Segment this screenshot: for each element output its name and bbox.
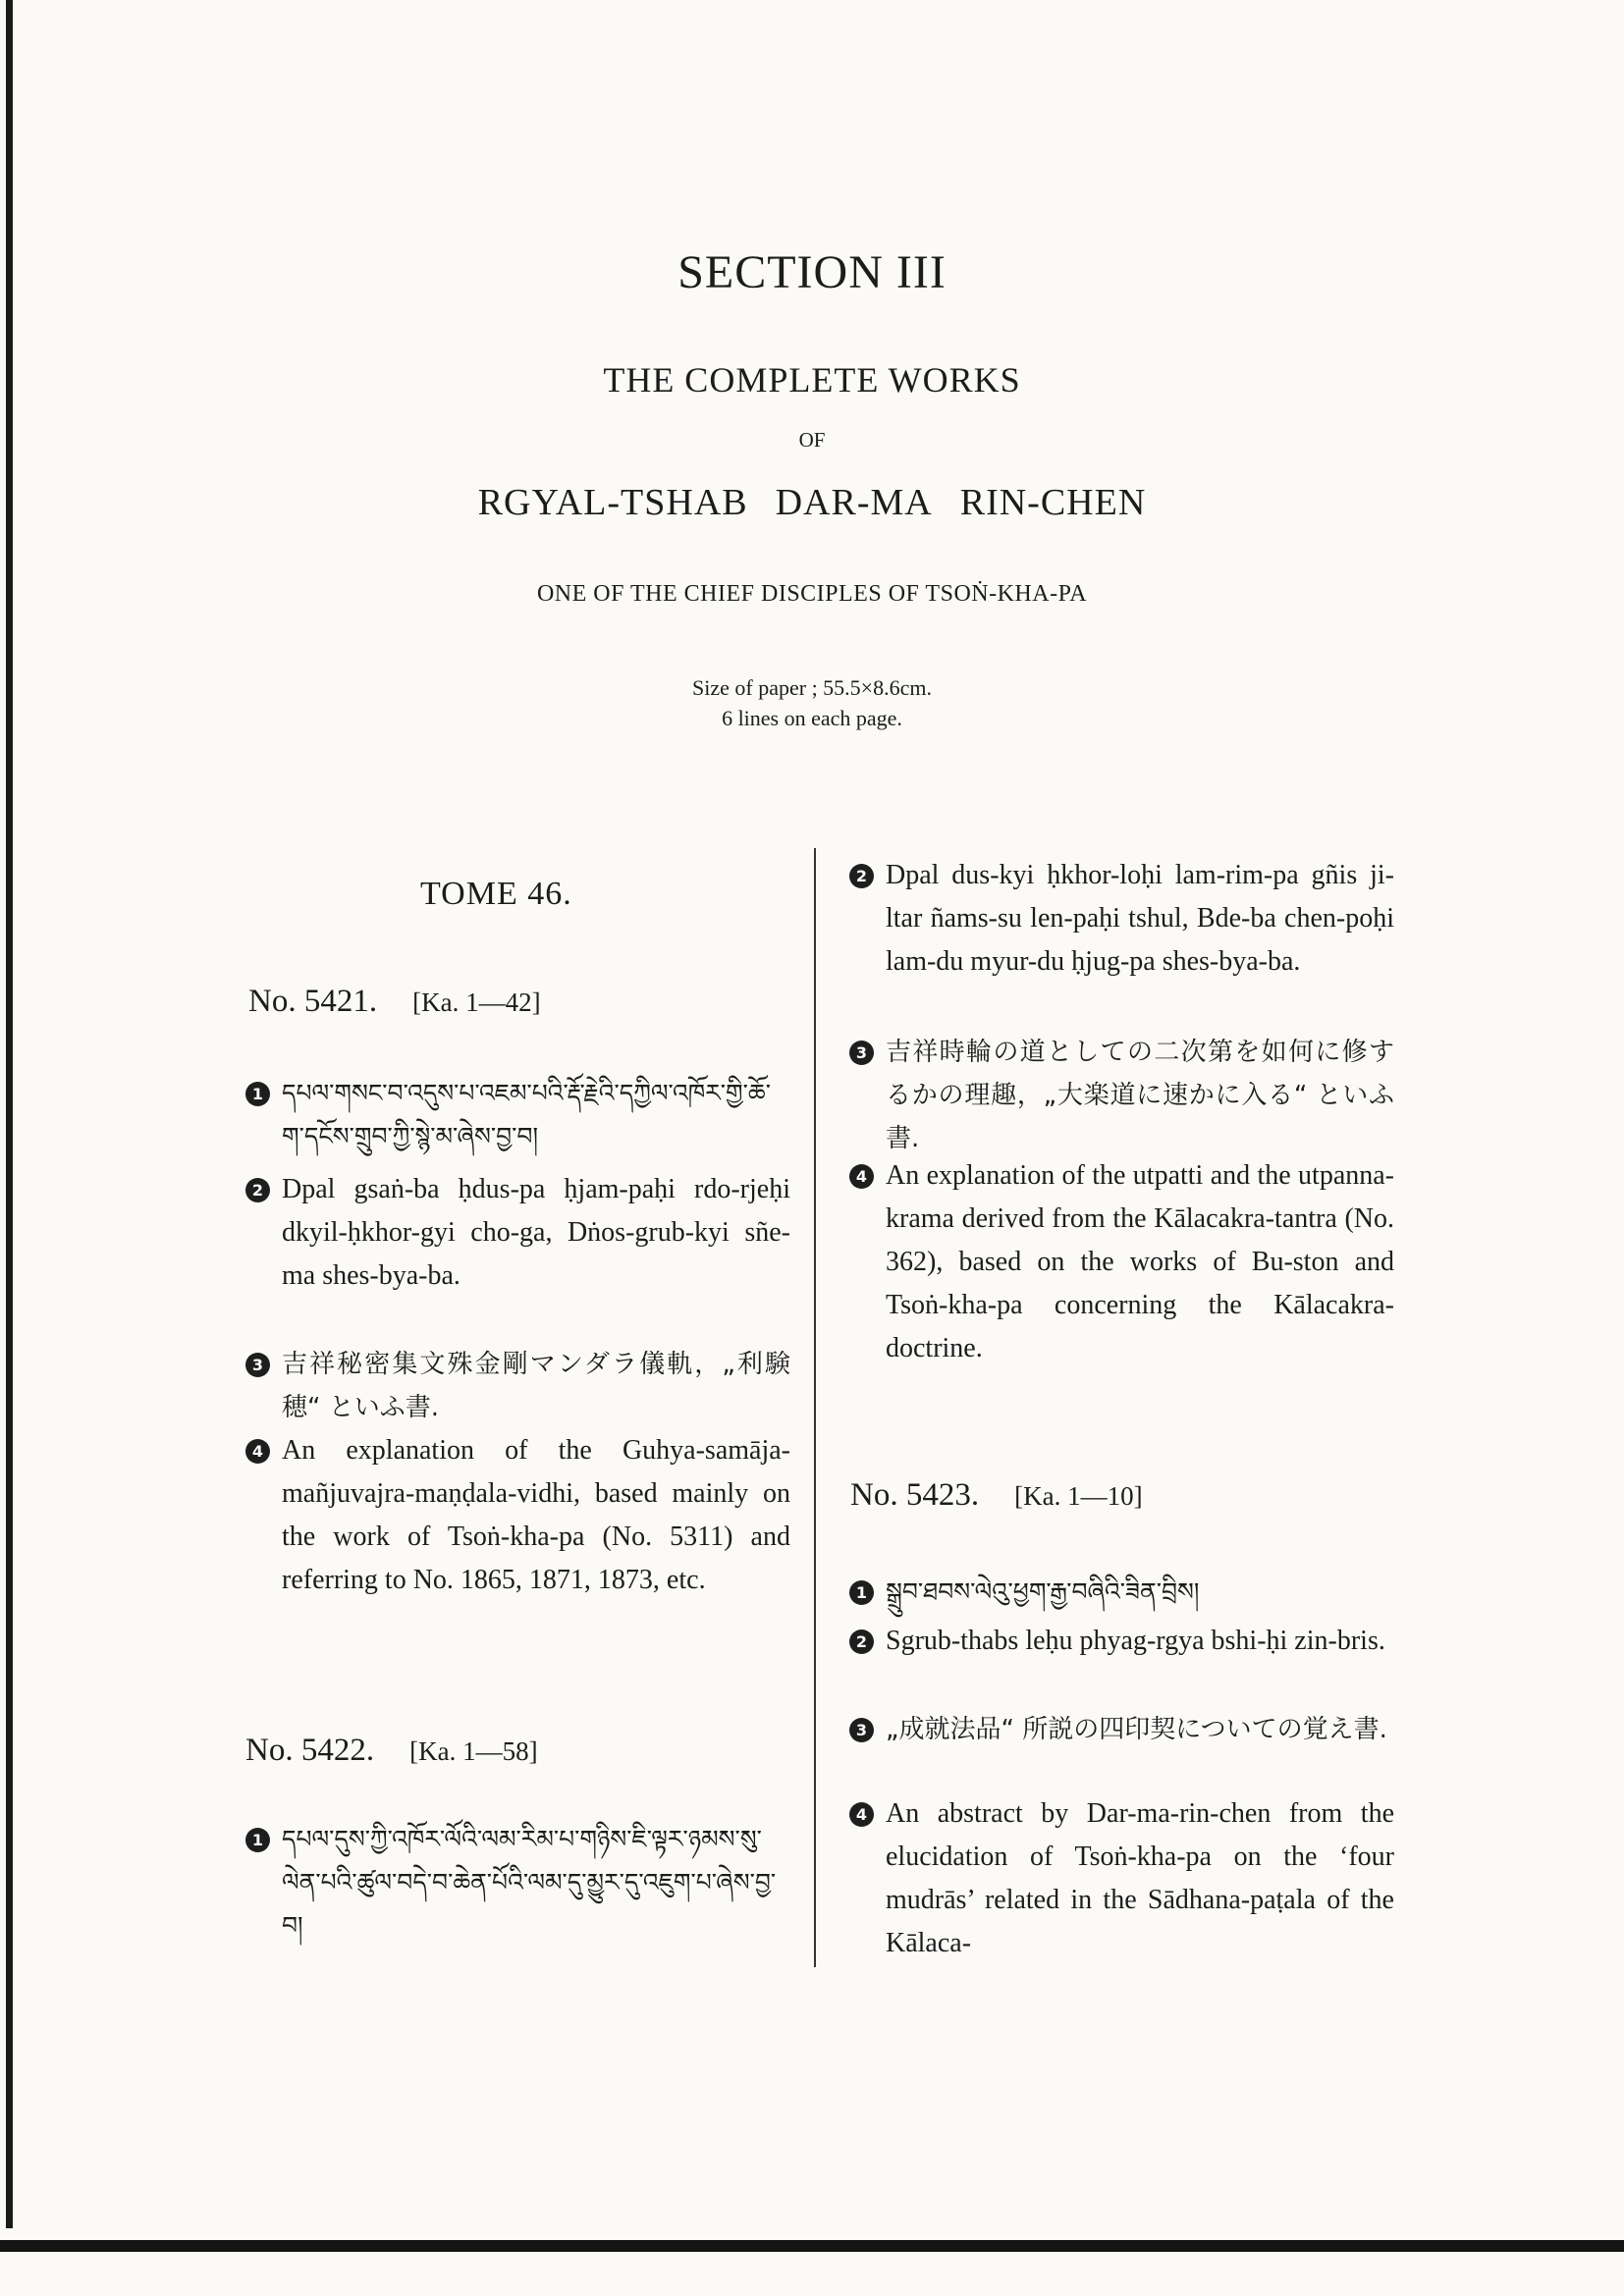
transliteration: Dpal gsaṅ-ba ḥdus-pa ḥjam-paḥi rdo-rjeḥi dkyil-ḥkhor-gyi cho-ga, Dṅos-grub-kyi sñe-ma shes-bya-ba. — [282, 1174, 790, 1291]
tibetan-title: དཔལ་གསང་བ་འདུས་པ་འཇམ་པའི་རྡོ་རྗེའི་དཀྱིལ་འཁོར་གྱི་ཆོ་ག་དངོས་གྲུབ་ཀྱི་སྙེ་མ་ཞེས་བྱ་བ། — [282, 1079, 771, 1150]
works-title: THE COMPLETE WORKS — [603, 360, 1021, 400]
marker-3-icon: 3 — [245, 1353, 270, 1377]
english-description: An explanation of the Guhya-samāja-mañjuvajra-maṇḍala-vidhi, based mainly on the work of Tsoṅ-kha-pa (No. 5311) and referring to No. 1865, 1871, 1873, etc. — [282, 1435, 790, 1595]
author-name-part: DAR-MA — [775, 482, 933, 523]
of-line: OF — [798, 428, 826, 452]
entry-reference: [Ka. 1—42] — [412, 988, 541, 1017]
marker-1-icon: 1 — [849, 1580, 874, 1605]
entry-5423-japanese — [849, 1708, 1394, 1751]
column-divider — [814, 848, 816, 1967]
entry-number: No. 5421. — [248, 984, 378, 1019]
scan-bottom-edge — [0, 2240, 1624, 2252]
tibetan-title: དཔལ་དུས་ཀྱི་འཁོར་ལོའི་ལམ་རིམ་པ་གཉིས་ཇི་ལྟར་ཉམས་སུ་ལེན་པའི་ཚུལ་བདེ་བ་ཆེན་པོའི་ལམ་དུ་མྱུར་དུ་འཇུག་པ་ཞེས་བྱ་བ། — [282, 1825, 777, 1940]
paper-size: Size of paper ; 55.5×8.6cm. — [692, 675, 932, 700]
entry-heading-5423 — [850, 1477, 1143, 1514]
entry-5422-japanese — [849, 1031, 1394, 1160]
english-description: An explanation of the utpatti and the utpanna-krama derived from the Kālacakra-tantra (No. 362), based on the works of Bu-ston and Tsoṅ-kha-pa concerning the Kālacakra-doctrine. — [886, 1160, 1394, 1363]
marker-3-icon: 3 — [849, 1041, 874, 1065]
author-title — [0, 481, 1624, 524]
paper-info — [0, 672, 1624, 733]
tome-heading: TOME 46. — [420, 876, 572, 912]
entry-heading-5422 — [245, 1733, 538, 1769]
entry-5423-tibetan — [849, 1571, 1394, 1614]
entry-5422-english — [849, 1154, 1394, 1370]
entry-number: No. 5422. — [245, 1733, 375, 1768]
marker-4-icon: 4 — [849, 1164, 874, 1189]
marker-2-icon: 2 — [849, 1629, 874, 1654]
entry-heading-5421 — [248, 984, 541, 1020]
marker-1-icon: 1 — [245, 1828, 270, 1852]
scan-left-edge — [6, 0, 13, 2228]
author-name-part: RIN-CHEN — [959, 482, 1147, 523]
marker-4-icon: 4 — [849, 1802, 874, 1827]
marker-2-icon: 2 — [849, 864, 874, 888]
marker-4-icon: 4 — [245, 1439, 270, 1464]
transliteration: Sgrub-thabs leḥu phyag-rgya bshi-ḥi zin-bris. — [886, 1626, 1385, 1656]
entry-number: No. 5423. — [850, 1477, 980, 1513]
english-description: An abstract by Dar-ma-rin-chen from the elucidation of Tsoṅ-kha-pa on the ‘four mudrās’ related in the Sādhana-paṭala of the Kālaca- — [886, 1798, 1394, 1958]
entry-5421-english — [245, 1429, 790, 1602]
entry-5422-transliteration — [849, 854, 1394, 984]
tibetan-title: སྒྲུབ་ཐབས་ལེའུ་ཕྱག་རྒྱ་བཞིའི་ཟིན་བྲིས། — [886, 1577, 1200, 1606]
entry-5423-transliteration — [849, 1620, 1394, 1663]
marker-1-icon: 1 — [245, 1082, 270, 1106]
marker-3-icon: 3 — [849, 1718, 874, 1742]
japanese-title: „成就法品“ 所説の四印契についての覚え書. — [886, 1715, 1387, 1744]
japanese-title: 吉祥時輪の道としての二次第を如何に修するかの理趣，„大楽道に速かに入る“ といふ書. — [886, 1038, 1394, 1153]
entry-5421-transliteration — [245, 1168, 790, 1298]
entry-5422-tibetan — [245, 1818, 790, 1948]
entry-5423-english — [849, 1792, 1394, 1965]
entry-reference: [Ka. 1—58] — [409, 1736, 538, 1766]
marker-2-icon: 2 — [245, 1178, 270, 1202]
transliteration: Dpal dus-kyi ḥkhor-loḥi lam-rim-pa gñis ji-ltar ñams-su len-paḥi tshul, Bde-ba chen-poḥi lam-du myur-du ḥjug-pa shes-bya-ba. — [886, 860, 1394, 977]
entry-5421-tibetan — [245, 1072, 790, 1158]
entry-5421-japanese — [245, 1343, 790, 1429]
japanese-title: 吉祥秘密集文殊金剛マンダラ儀軌，„利験穂“ といふ書. — [282, 1350, 790, 1422]
author-name-part: RGYAL-TSHAB — [477, 482, 748, 523]
section-title: SECTION III — [677, 246, 947, 298]
subtitle: ONE OF THE CHIEF DISCIPLES OF TSOṄ-KHA-PA — [536, 581, 1088, 607]
entry-reference: [Ka. 1—10] — [1014, 1481, 1143, 1511]
lines-per-page: 6 lines on each page. — [722, 706, 902, 730]
